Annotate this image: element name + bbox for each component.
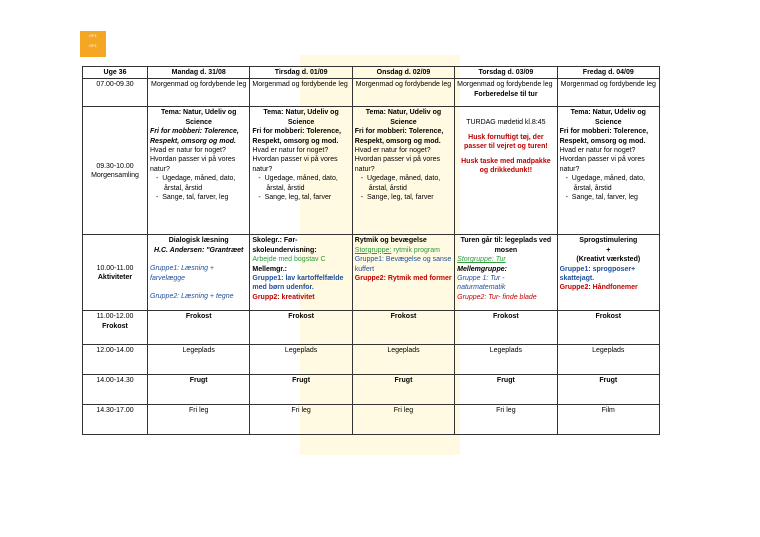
group-1: Gruppe1: Læsning + farvelægge bbox=[150, 265, 215, 282]
cell-tue: Legeplads bbox=[250, 345, 352, 375]
cell-fri bbox=[557, 107, 659, 235]
cell-tue: Morgenmad og fordybende leg bbox=[250, 79, 352, 107]
cell-thu bbox=[455, 79, 557, 107]
cell-wed: Legeplads bbox=[352, 345, 454, 375]
big-group: Storgruppe: rytmik program bbox=[354, 246, 440, 254]
row-free-play bbox=[83, 405, 660, 435]
cell-wed bbox=[352, 235, 454, 311]
activity-book: H.C. Andersen: "Grantræet bbox=[153, 246, 244, 254]
reminder-clothes: Husk fornuftigt tøj, der passer til vejret og turen! bbox=[464, 133, 548, 151]
cell-fri: Film bbox=[557, 405, 659, 435]
day-friday: Fredag d. 04/09 bbox=[557, 67, 659, 79]
activity-plus: + bbox=[606, 246, 611, 254]
time-sub: Morgensamling bbox=[91, 171, 139, 179]
activity-title: Rytmik og bevægelse bbox=[354, 237, 427, 245]
bullet-1: - Ugedage, måned, dato, årstal, årstid bbox=[156, 175, 236, 192]
cell-thu bbox=[455, 235, 557, 311]
time-cell: 14.00-14.30 bbox=[83, 375, 148, 405]
header-row bbox=[83, 67, 660, 79]
cell-mon bbox=[148, 107, 250, 235]
week-schedule-table bbox=[82, 66, 660, 435]
cell-fri: Frokost bbox=[557, 311, 659, 345]
thu-breakfast: Morgenmad og fordybende leg bbox=[457, 81, 553, 89]
time-cell: 12.00-14.00 bbox=[83, 345, 148, 375]
question: Hvad er natur for noget? Hvordan passer vi på vores natur? bbox=[354, 147, 440, 173]
time-cell bbox=[83, 107, 148, 235]
day-monday: Mandag d. 31/08 bbox=[148, 67, 250, 79]
mobberi: Fri for mobberi: Tolerence, Respekt, omsorg og mod. bbox=[559, 128, 649, 145]
time-cell: 07.00-09.30 bbox=[83, 79, 148, 107]
time-sub: Frokost bbox=[102, 322, 128, 330]
time-cell: 14.30-17.00 bbox=[83, 405, 148, 435]
day-thursday: Torsdag d. 03/09 bbox=[455, 67, 557, 79]
big-group: Storgruppe: Tur bbox=[457, 256, 506, 264]
time-sub: Aktiviteter bbox=[97, 273, 133, 281]
turdag: TURDAG mødetid kl.8:45 bbox=[466, 119, 546, 127]
middle-group: Mellemgr.: bbox=[252, 265, 288, 273]
cell-mon: Morgenmad og fordybende leg bbox=[148, 79, 250, 107]
cell-fri: Legeplads bbox=[557, 345, 659, 375]
question: Hvad er natur for noget? Hvordan passer vi på vores natur? bbox=[150, 147, 236, 173]
bullet-1: - Ugedage, måned, dato, årstal, årstid bbox=[360, 175, 441, 192]
cell-wed bbox=[352, 107, 454, 235]
logo bbox=[80, 31, 106, 57]
activity-sub: (Kreativt værksted) bbox=[576, 256, 641, 264]
group-2: Gruppe2: Rytmik med former bbox=[354, 275, 452, 283]
cell-thu: Frugt bbox=[455, 375, 557, 405]
time-cell bbox=[83, 235, 148, 311]
cell-tue bbox=[250, 235, 352, 311]
cell-mon bbox=[148, 235, 250, 311]
cell-fri bbox=[557, 235, 659, 311]
cell-fri: Frugt bbox=[557, 375, 659, 405]
cell-thu: Fri leg bbox=[455, 405, 557, 435]
middle-group: Mellemgruppe: bbox=[457, 265, 507, 273]
cell-wed: Frokost bbox=[352, 311, 454, 345]
row-playground bbox=[83, 345, 660, 375]
bullet-1: - Ugedage, måned, dato, årstal, årstid bbox=[258, 175, 338, 192]
group-1: Gruppe1: sprogposer+ skattejagt. bbox=[559, 265, 636, 283]
mobberi: Fri for mobberi: Tolerence, Respekt, omsorg og mod. bbox=[354, 128, 444, 145]
activity-title: Sprogstimulering bbox=[579, 237, 638, 245]
cell-thu: Frokost bbox=[455, 311, 557, 345]
cell-mon: Fri leg bbox=[148, 405, 250, 435]
time: 09.30-10.00 bbox=[96, 162, 134, 170]
bullet-2: - Sange, leg, tal, farver bbox=[360, 194, 434, 202]
row-lunch bbox=[83, 311, 660, 345]
time: 11.00-12.00 bbox=[96, 313, 134, 321]
week-label: Uge 36 bbox=[83, 67, 148, 79]
theme: Tema: Natur, Udeliv og Science bbox=[161, 109, 237, 126]
theme: Tema: Natur, Udeliv og Science bbox=[570, 109, 646, 126]
cell-thu: Legeplads bbox=[455, 345, 557, 375]
logo-line-1: OPL bbox=[88, 33, 97, 38]
row-breakfast bbox=[83, 79, 660, 107]
reminder-bag: Husk taske med madpakke og drikkedunk!! bbox=[461, 157, 551, 175]
cell-mon: Legeplads bbox=[148, 345, 250, 375]
time: 10.00-11.00 bbox=[96, 264, 134, 272]
day-wednesday: Onsdag d. 02/09 bbox=[352, 67, 454, 79]
thu-prep: Forberedelse til tur bbox=[474, 90, 538, 98]
group-2: Gruppe2: Læsning + tegne bbox=[150, 293, 234, 301]
row-fruit bbox=[83, 375, 660, 405]
group-1: Gruppe 1: Tur - naturmatematik bbox=[457, 275, 506, 292]
mobberi: Fri for mobberi: Tolerence, Respekt, omsorg og mod. bbox=[150, 128, 239, 145]
question: Hvad er natur for noget? Hvordan passer vi på vores natur? bbox=[252, 147, 338, 173]
cell-mon: Frugt bbox=[148, 375, 250, 405]
logo-line-2: OPL bbox=[88, 43, 97, 48]
time-cell bbox=[83, 311, 148, 345]
row-morning-meeting bbox=[83, 107, 660, 235]
trip-destination: Turen går til: legeplads ved mosen bbox=[460, 237, 552, 254]
mobberi: Fri for mobberi: Tolerence, Respekt, omsorg og mod. bbox=[252, 128, 341, 145]
bullet-2: - Sange, tal, farver, leg bbox=[156, 194, 229, 202]
cell-tue: Fri leg bbox=[250, 405, 352, 435]
bullet-2: - Sange, tal, farver, leg bbox=[565, 194, 638, 202]
activity-title: Skolegr.: Før-skoleundervisning: bbox=[252, 237, 317, 254]
group-2: Gruppe2: Håndfonemer bbox=[559, 284, 638, 292]
day-tuesday: Tirsdag d. 01/09 bbox=[250, 67, 352, 79]
row-activities bbox=[83, 235, 660, 311]
cell-wed: Frugt bbox=[352, 375, 454, 405]
cell-fri: Morgenmad og fordybende leg bbox=[557, 79, 659, 107]
group-2: Gruppe2: Tur- finde blade bbox=[457, 293, 537, 301]
bullet-1: - Ugedage, måned, dato, årstal, årstid bbox=[565, 175, 645, 192]
cell-mon: Frokost bbox=[148, 311, 250, 345]
theme: Tema: Natur, Udeliv og Science bbox=[263, 109, 339, 126]
group-1: Gruppe1: lav kartoffelfælde med børn udenfor. bbox=[252, 275, 344, 292]
cell-wed: Fri leg bbox=[352, 405, 454, 435]
cell-tue bbox=[250, 107, 352, 235]
cell-thu bbox=[455, 107, 557, 235]
cell-tue: Frokost bbox=[250, 311, 352, 345]
cell-tue: Frugt bbox=[250, 375, 352, 405]
bullet-2: - Sange, leg, tal, farver bbox=[258, 194, 332, 202]
cell-wed: Morgenmad og fordybende leg bbox=[352, 79, 454, 107]
activity-title: Dialogisk læsning bbox=[168, 237, 229, 245]
group-1: Gruppe1: Bevægelse og sanse kuffert bbox=[354, 256, 452, 273]
theme: Tema: Natur, Udeliv og Science bbox=[365, 109, 442, 126]
group-2: Grupp2: kreativitet bbox=[252, 293, 315, 301]
question: Hvad er natur for noget? Hvordan passer vi på vores natur? bbox=[559, 147, 645, 173]
activity-letter: Arbejde med bogstav C bbox=[252, 256, 326, 264]
